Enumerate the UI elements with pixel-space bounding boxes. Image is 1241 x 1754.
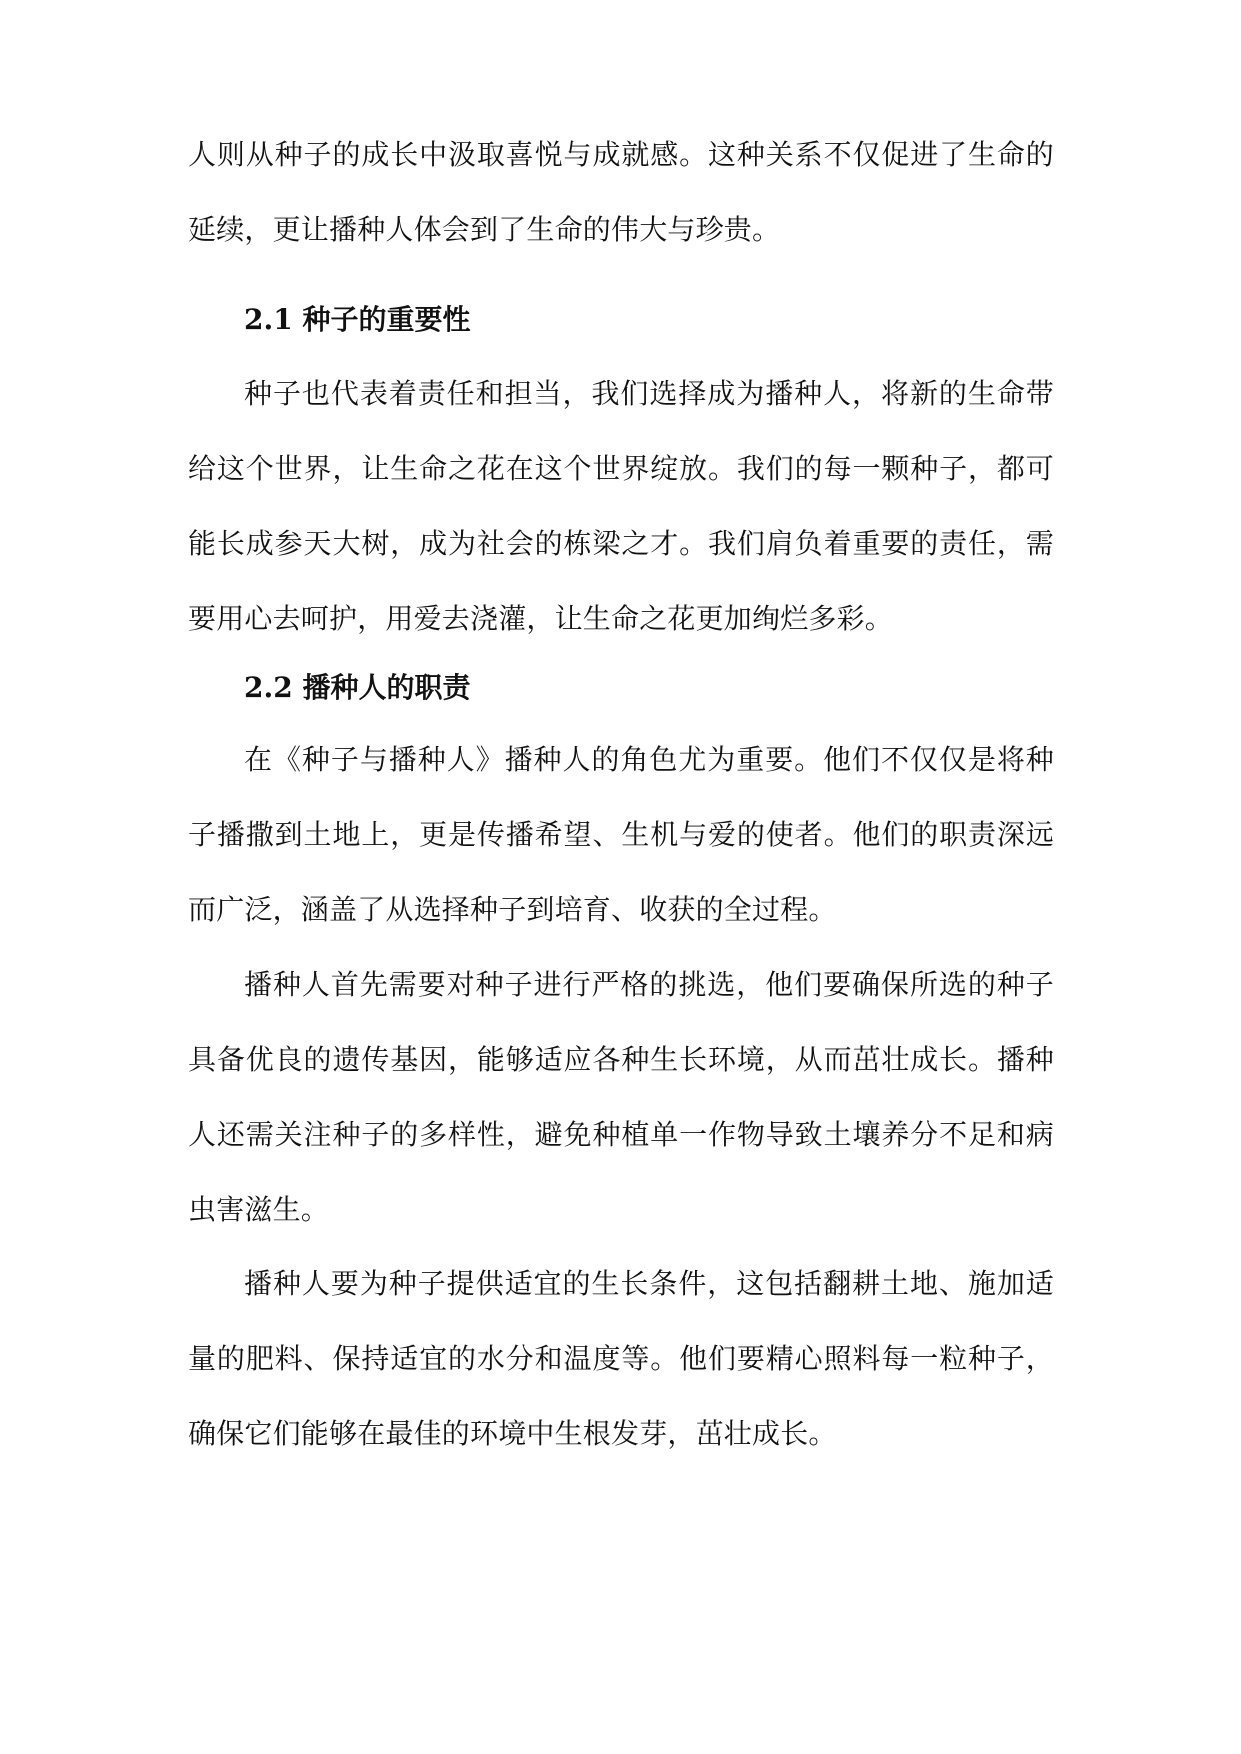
- paragraph-sower-role: 在《种子与播种人》播种人的角色尤为重要。他们不仅仅是将种子播撒到土地上，更是传播希望、生机与爱的使者。他们的职责深远而广泛，涵盖了从选择种子到培育、收获的全过程。: [188, 743, 1054, 926]
- paragraph-seed-importance: 种子也代表着责任和担当，我们选择成为播种人，将新的生命带给这个世界，让生命之花在这个世界绽放。我们的每一颗种子，都可能长成参天大树，成为社会的栋梁之才。我们肩负着重要的责任，需要用心去呵护，用爱去浇灌，让生命之花更加绚烂多彩。: [188, 377, 1054, 635]
- section-heading-2-1: 2.1 种子的重要性: [244, 303, 471, 336]
- section-heading-2-2: 2.2 播种人的职责: [244, 671, 471, 704]
- paragraph-continuation: 人则从种子的成长中汲取喜悦与成就感。这种关系不仅促进了生命的延续，更让播种人体会到了生命的伟大与珍贵。: [188, 138, 1054, 246]
- paragraph-seed-selection: 播种人首先需要对种子进行严格的挑选，他们要确保所选的种子具备优良的遗传基因，能够适应各种生长环境，从而茁壮成长。播种人还需关注种子的多样性，避免种植单一作物导致土壤养分不足和病虫害滋生。: [188, 968, 1054, 1226]
- paragraph-growth-conditions: 播种人要为种子提供适宜的生长条件，这包括翻耕土地、施加适量的肥料、保持适宜的水分和温度等。他们要精心照料每一粒种子，确保它们能够在最佳的环境中生根发芽，茁壮成长。: [188, 1267, 1054, 1450]
